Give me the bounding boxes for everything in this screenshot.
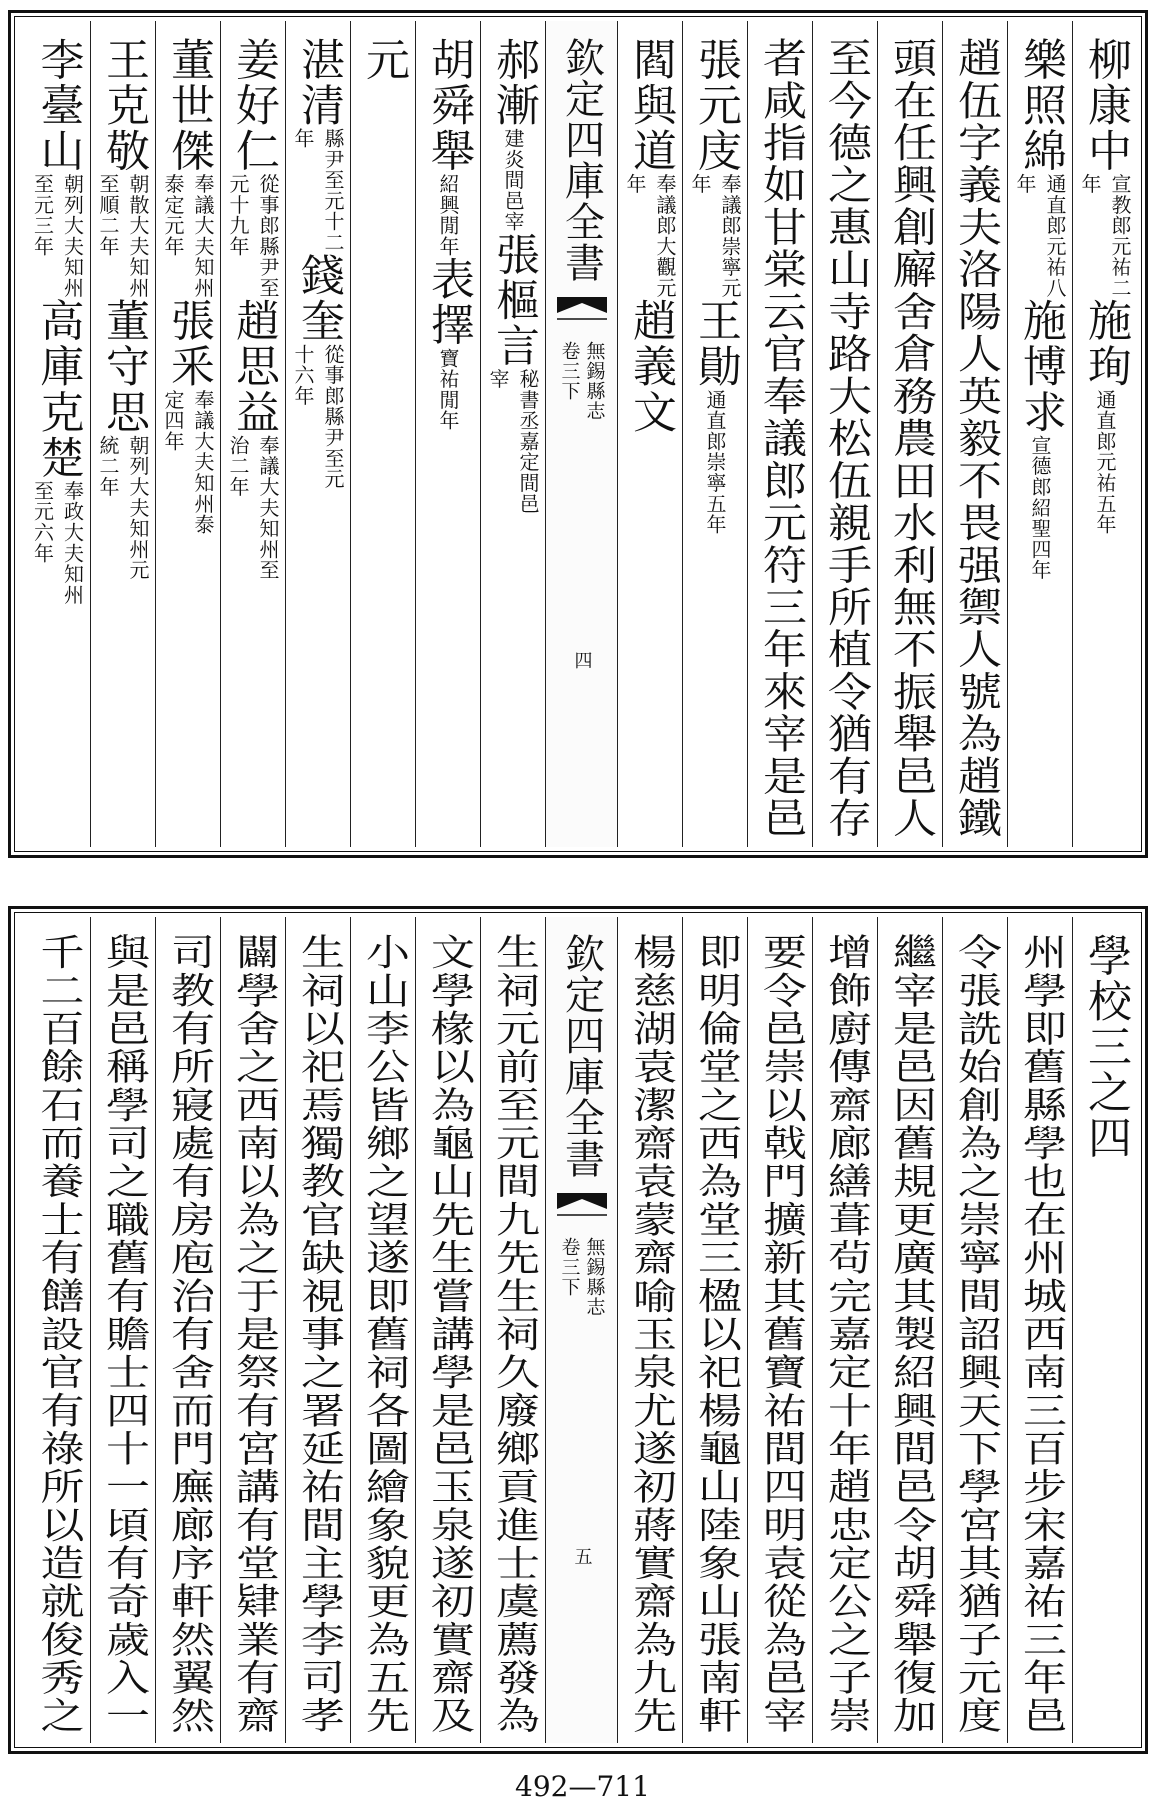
annotation-text: 朝列大夫知州元 [126, 434, 150, 581]
column-line [950, 37, 1001, 840]
column-line [820, 933, 871, 1735]
center-volume: 卷三下 [558, 341, 581, 401]
annotation-text: 秘書丞嘉定間邑 [516, 368, 540, 515]
annotation-text: 年 [291, 128, 315, 149]
main-text: 小山李公皆鄉之望遂即舊祠各圖繪象貌更為五先 [358, 933, 409, 1735]
annotation-text: 奉議大夫知州泰 [191, 389, 215, 535]
main-text: 者咸指如甘棠云官奉議郎元符三年來宰是邑 [755, 37, 806, 840]
column-line [755, 37, 806, 840]
main-text: 元 [358, 37, 409, 83]
main-text: 閻與道 [625, 37, 676, 174]
top-columns [19, 21, 1137, 847]
main-text: 州學即舊縣學也在州城西南三百步宋嘉祐三年邑 [1015, 933, 1066, 1735]
main-text: 錢 [293, 252, 344, 299]
column-line [98, 933, 149, 1735]
text-column [155, 917, 220, 1743]
page-footer-number: 492—711 [515, 1770, 650, 1803]
column-line [1080, 933, 1131, 1735]
main-text: 勛 [690, 343, 741, 390]
annotation-text: 縣尹至元十二 [321, 128, 345, 253]
column-line [690, 37, 740, 839]
annotation-text: 治二年 [226, 434, 250, 498]
column-line [488, 933, 539, 1735]
main-text: 湛 [293, 37, 344, 83]
column-line [1015, 933, 1066, 1735]
column-line [625, 933, 676, 1735]
annotation-text: 寶祐閒年 [436, 347, 460, 432]
main-text: 施博求 [1015, 298, 1066, 435]
text-column [285, 21, 350, 847]
annotation-text: 至順二年 [96, 173, 120, 257]
main-text: 與是邑稱學司之職舊有贍士四十一頃有奇歲入一 [98, 933, 149, 1735]
annotation-text: 泰定元年 [161, 173, 185, 257]
annotation-text: 年 [1078, 173, 1102, 195]
column-line [293, 933, 344, 1735]
center-fold-content [546, 933, 617, 1743]
text-column [877, 917, 942, 1743]
text-column [1072, 21, 1137, 847]
main-text: 胡舜舉 [423, 37, 474, 174]
annotation-pair [98, 174, 148, 299]
center-title: 欽定四庫全書 [558, 37, 605, 283]
annotation-text: 宣教郎元祐二 [1108, 173, 1132, 299]
main-text: 要令邑崇以戟門擴新其舊寶祐間四明袁從為邑宰 [755, 933, 806, 1735]
main-text: 趙伍字義夫洛陽人英毅不畏强禦人號為趙鐵 [950, 37, 1001, 840]
annotation-text: 奉議郎崇寧元 [718, 173, 742, 299]
text-column [1007, 21, 1072, 847]
text-column [90, 21, 155, 847]
text-column [25, 917, 90, 1743]
center-title: 欽定四庫全書 [558, 933, 605, 1179]
main-text: 李臺山 [32, 37, 84, 174]
text-column [415, 21, 480, 847]
center-fold-content [546, 37, 617, 847]
column-line [163, 933, 214, 1735]
main-text: 司教有所寢處有房庖治有舍而門廡廊序軒然翼然 [163, 933, 214, 1735]
main-text: 文學椽以為龜山先生嘗講學是邑玉泉遂初實齋及 [423, 933, 474, 1735]
center-book-title: 無錫縣志 [583, 1237, 606, 1317]
column-line [32, 933, 84, 1735]
annotation-text: 年 [1013, 173, 1037, 195]
column-line [163, 37, 213, 839]
main-text: 董守思 [98, 298, 149, 435]
center-book-title: 無錫縣志 [583, 341, 606, 421]
main-text: 頭在任興創廨舍倉務農田水利無不振舉邑人 [885, 37, 936, 840]
annotation-text: 年 [688, 173, 712, 195]
main-text: 張 [163, 298, 214, 344]
annotation-text: 紹興閒年 [436, 173, 460, 257]
column-line [423, 37, 474, 839]
column-line [423, 933, 474, 1735]
text-column [155, 21, 220, 847]
column-line [820, 37, 871, 840]
main-text: 生祠以祀焉獨教官缺視事之署延祐間主學李司孝 [293, 933, 344, 1735]
annotation-pair [228, 435, 278, 581]
text-column [942, 21, 1007, 847]
annotation-text: 奉議大夫知州 [191, 173, 215, 299]
main-text: 增飾廚傳齋廊繕葺茍完嘉定十年趙忠定公之子崇 [820, 933, 871, 1735]
annotation-text: 年 [623, 173, 647, 195]
annotation-pair [30, 480, 85, 606]
text-column [617, 21, 682, 847]
text-column [942, 917, 1007, 1743]
text-column [812, 21, 877, 847]
main-text: 漸 [488, 82, 539, 129]
text-column [220, 21, 285, 847]
center-subtitle [560, 341, 604, 421]
annotation-text: 從事郎縣尹至元 [321, 343, 345, 490]
annotation-text: 宰 [486, 368, 510, 390]
text-column [415, 917, 480, 1743]
column-line [1015, 37, 1065, 839]
main-text: 董世傑 [163, 37, 214, 174]
main-text: 施 [1080, 298, 1131, 344]
annotation-text: 建炎間邑宰 [501, 128, 525, 233]
top-page [8, 10, 1148, 858]
main-text: 柳康中 [1080, 37, 1131, 174]
annotation-text: 至元三年 [30, 173, 55, 257]
main-text: 奎 [293, 298, 344, 344]
main-text: 張樞言 [488, 232, 539, 369]
text-column [480, 917, 545, 1743]
annotation-text: 通直郎元祐八 [1043, 173, 1067, 299]
bottom-page [8, 906, 1148, 1754]
text-column [1007, 917, 1072, 1743]
annotation-pair [1080, 174, 1130, 299]
annotation-text: 至元六年 [30, 480, 55, 564]
bottom-columns [19, 917, 1137, 1743]
text-column [617, 917, 682, 1743]
main-text: 釆 [163, 343, 214, 390]
column-line [950, 933, 1001, 1735]
annotation-text: 統二年 [96, 434, 120, 498]
text-column [350, 21, 415, 847]
main-text: 樂照綿 [1015, 37, 1066, 174]
text-column [682, 917, 747, 1743]
annotation-pair [163, 174, 213, 299]
column-line [755, 933, 806, 1735]
center-fold-column [545, 21, 617, 847]
annotation-pair [625, 174, 675, 299]
text-column [747, 917, 812, 1743]
main-text: 繼宰是邑因舊規更廣其製紹興間邑令胡舜舉復加 [885, 933, 936, 1735]
text-column [285, 917, 350, 1743]
text-column [812, 917, 877, 1743]
annotation-pair [293, 344, 343, 490]
annotation-text: 奉議大夫知州至 [256, 434, 280, 581]
main-text: 至今德之惠山寺路大松伍親手所植令猶有存 [820, 37, 871, 840]
center-page-number: 四 [571, 651, 593, 669]
annotation-pair [163, 389, 213, 535]
column-line [885, 933, 936, 1735]
text-column [682, 21, 747, 847]
main-text: 王克敬 [98, 37, 149, 174]
annotation-text: 宣德郎紹聖四年 [1028, 434, 1052, 581]
main-text: 姜好仁 [228, 37, 279, 174]
column-line [30, 37, 85, 839]
main-text: 郝 [488, 37, 539, 83]
text-column [90, 917, 155, 1743]
annotation-text: 奉議郎大觀元 [653, 173, 677, 299]
text-column [25, 21, 90, 847]
annotation-text: 十六年 [291, 343, 315, 407]
main-text: 珣 [1080, 343, 1131, 390]
column-line [228, 933, 279, 1735]
column-line [98, 37, 148, 839]
center-volume: 卷三下 [558, 1237, 581, 1297]
main-text: 趙思益 [228, 298, 279, 435]
main-text: 即明倫堂之西為堂三楹以祀楊龜山陸象山張南軒 [690, 933, 741, 1735]
annotation-text: 定四年 [161, 389, 185, 452]
text-column [747, 21, 812, 847]
main-text: 生祠元前至元間九先生祠久廢鄉貢進士虞薦發為 [488, 933, 539, 1735]
column-line [488, 37, 538, 839]
column-line [358, 37, 409, 839]
main-text: 高庫克楚 [32, 298, 84, 481]
annotation-pair [98, 435, 148, 581]
annotation-pair [30, 173, 85, 299]
annotation-pair [228, 174, 278, 299]
column-line [293, 37, 343, 839]
column-line [1080, 37, 1130, 839]
column-line [358, 933, 409, 1735]
annotation-pair [488, 369, 538, 515]
annotation-text: 通直郎崇寧五年 [703, 389, 727, 535]
main-text: 清 [293, 82, 344, 129]
annotation-text: 朝散大夫知州 [126, 173, 150, 299]
center-fold-column [545, 917, 617, 1743]
main-text: 千二百餘石而養士有饍設官有祿所以造就俊秀之 [32, 933, 84, 1735]
main-text: 張元庋 [690, 37, 741, 174]
main-text: 闢學舍之西南以為之于是祭有宮講有堂肄業有齋 [228, 933, 279, 1735]
fishtail-ornament-icon [555, 295, 609, 335]
main-text: 擇 [423, 302, 474, 348]
center-subtitle [560, 1237, 604, 1317]
column-line [625, 37, 675, 839]
column-line [885, 37, 936, 840]
annotation-text: 通直郎元祐五年 [1093, 389, 1117, 535]
text-column [1072, 917, 1137, 1743]
text-column [480, 21, 545, 847]
annotation-pair [293, 128, 343, 253]
main-text: 學校三之四 [1080, 933, 1131, 1161]
main-text: 楊慈湖袁潔齋袁蒙齋喻玉泉尤遂初蔣實齋為九先 [625, 933, 676, 1735]
text-column [350, 917, 415, 1743]
text-column [877, 21, 942, 847]
main-text: 趙義文 [625, 298, 676, 435]
column-line [228, 37, 278, 839]
center-page-number: 五 [571, 1547, 593, 1565]
annotation-text: 從事郎縣尹至 [256, 173, 280, 299]
main-text: 王 [690, 298, 741, 344]
annotation-pair [1015, 174, 1065, 299]
annotation-text: 朝列大夫知州 [60, 173, 85, 299]
fishtail-ornament-icon [555, 1191, 609, 1231]
annotation-pair [690, 174, 740, 299]
main-text: 令張詵始創為之崇寧間詔興天下學宮其猶子元度 [950, 933, 1001, 1735]
main-text: 表 [423, 256, 474, 303]
annotation-text: 元十九年 [226, 173, 250, 257]
annotation-text: 奉政大夫知州 [60, 480, 85, 606]
column-line [690, 933, 741, 1735]
text-column [220, 917, 285, 1743]
